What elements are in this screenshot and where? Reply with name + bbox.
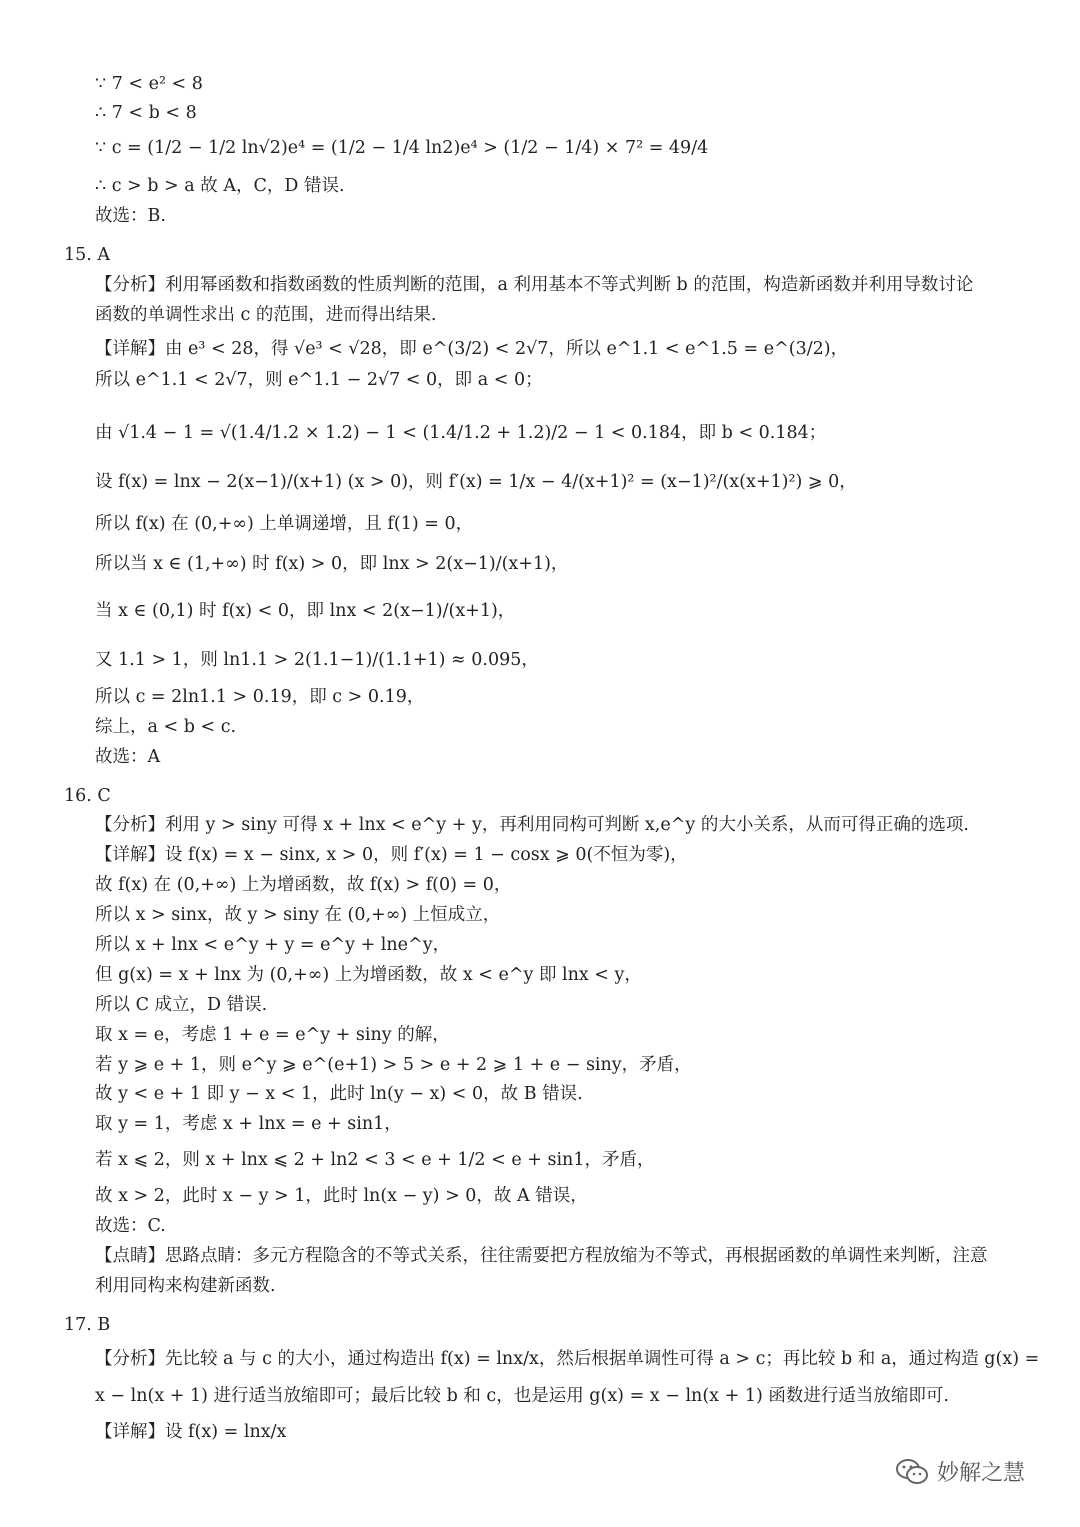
remark-line: 【点睛】思路点睛：多元方程隐含的不等式关系，往往需要把方程放缩为不等式，再根据函数的单调性来判断，注意 (95, 1246, 988, 1266)
detail-line: 取 y = 1，考虑 x + lnx = e + sin1， (95, 1114, 402, 1134)
analysis-line: 【分析】先比较 a 与 c 的大小，通过构造出 f(x) = lnx/x，然后根据单调性可得 a > c；再比较 b 和 a，通过构造 g(x) = (95, 1349, 1040, 1369)
detail-line: 综上，a < b < c. (95, 717, 237, 737)
wechat-icon (895, 1458, 929, 1486)
detail-line: 设 f(x) = lnx − 2(x−1)/(x+1) (x > 0)，则 f′(x) = 1/x − 4/(x+1)² = (x−1)²/(x(x+1)²) ⩾ 0， (95, 472, 857, 492)
answer-line: 故选：B. (95, 206, 166, 226)
math-line: ∵ 7 < e² < 8 (95, 74, 203, 94)
detail-line: 所以 x > sinx，故 y > siny 在 (0,+∞) 上恒成立， (95, 905, 501, 925)
remark-line: 利用同构来构建新函数. (95, 1276, 276, 1296)
watermark-text: 妙解之慧 (937, 1461, 1026, 1486)
answer-line: 故选：A (95, 747, 161, 767)
watermark (895, 1456, 1025, 1487)
detail-line: 取 x = e，考虑 1 + e = e^y + siny 的解， (95, 1025, 450, 1045)
question-number: 15. A (64, 245, 111, 265)
detail-line: 但 g(x) = x + lnx 为 (0,+∞) 上为增函数，故 x < e^y 即 lnx < y， (95, 965, 642, 985)
math-line: ∴ 7 < b < 8 (95, 103, 197, 123)
analysis-line: x − ln(x + 1) 进行适当放缩即可；最后比较 b 和 c，也是运用 g(x) = x − ln(x + 1) 函数进行适当放缩即可. (95, 1386, 949, 1406)
detail-line: 所以 C 成立，D 错误. (95, 995, 268, 1015)
detail-line: 所以 e^1.1 < 2√7，则 e^1.1 − 2√7 < 0，即 a < 0； (95, 370, 543, 390)
math-line: ∴ c > b > a 故 A，C，D 错误. (95, 176, 345, 196)
detail-line: 又 1.1 > 1，则 ln1.1 > 2(1.1−1)/(1.1+1) ≈ 0.095， (95, 650, 539, 670)
detail-line: 当 x ∈ (0,1) 时 f(x) < 0，即 lnx < 2(x−1)/(x+1)， (95, 601, 516, 621)
detail-line: 所以 f(x) 在 (0,+∞) 上单调递增，且 f(1) = 0， (95, 514, 474, 534)
detail-line: 所以当 x ∈ (1,+∞) 时 f(x) > 0，即 lnx > 2(x−1)/(x+1)， (95, 554, 569, 574)
detail-line: 若 x ⩽ 2，则 x + lnx ⩽ 2 + ln2 < 3 < e + 1/2 < e + sin1，矛盾， (95, 1150, 655, 1170)
analysis-line: 【分析】利用幂函数和指数函数的性质判断的范围，a 利用基本不等式判断 b 的范围，构造新函数并利用导数讨论 (95, 275, 974, 295)
question-number: 17. B (64, 1315, 111, 1335)
detail-line: 故 y < e + 1 即 y − x < 1，此时 ln(y − x) < 0，故 B 错误. (95, 1084, 583, 1104)
detail-line: 故 x > 2，此时 x − y > 1，此时 ln(x − y) > 0，故 A 错误， (95, 1186, 588, 1206)
detail-line: 故 f(x) 在 (0,+∞) 上为增函数，故 f(x) > f(0) = 0， (95, 875, 512, 895)
detail-line: 若 y ⩾ e + 1，则 e^y ⩾ e^(e+1) > 5 > e + 2 ⩾ 1 + e − siny，矛盾， (95, 1055, 692, 1075)
detail-line: 所以 x + lnx < e^y + y = e^y + lne^y， (95, 935, 451, 955)
detail-line: 【详解】设 f(x) = lnx/x (95, 1422, 287, 1442)
detail-line: 【详解】设 f(x) = x − sinx, x > 0，则 f′(x) = 1 − cosx ⩾ 0(不恒为零)， (95, 845, 688, 865)
detail-line: 由 √1.4 − 1 = √(1.4/1.2 × 1.2) − 1 < (1.4/1.2 + 1.2)/2 − 1 < 0.184，即 b < 0.184； (95, 423, 827, 443)
detail-line: 【详解】由 e³ < 28，得 √e³ < √28，即 e^(3/2) < 2√7，所以 e^1.1 < e^1.5 = e^(3/2)， (95, 339, 849, 359)
math-line: ∵ c = (1/2 − 1/2 ln√2)e⁴ = (1/2 − 1/4 ln2)e⁴ > (1/2 − 1/4) × 7² = 49/4 (95, 138, 709, 158)
analysis-line: 函数的单调性求出 c 的范围，进而得出结果. (95, 305, 437, 325)
question-number: 16. C (64, 786, 111, 806)
answer-line: 故选：C. (95, 1216, 166, 1236)
detail-line: 所以 c = 2ln1.1 > 0.19，即 c > 0.19， (95, 687, 425, 707)
analysis-line: 【分析】利用 y > siny 可得 x + lnx < e^y + y，再利用同构可判断 x,e^y 的大小关系，从而可得正确的选项. (95, 815, 969, 835)
